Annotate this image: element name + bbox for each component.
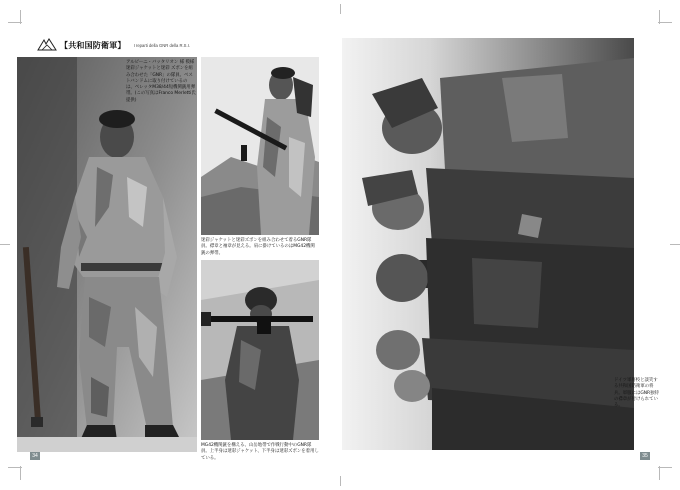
photo-soldier-with-smg bbox=[201, 57, 319, 235]
article-header bbox=[36, 36, 194, 54]
right-page bbox=[340, 0, 680, 490]
photo-standing-soldier bbox=[17, 57, 197, 452]
section-title: 【共和国防衛軍】 bbox=[60, 40, 126, 50]
caption-photo-4: ドイツ軍将校と談笑する共和国防衛軍の将兵。軍服にはGNR独特の襟章が付けられている。 bbox=[614, 378, 659, 409]
caption-photo-2: 迷彩ジャケットと迷彩ズボンを組み合わせて着るGNR隊員。襟章と袖章が見える。肩に掛けているのはMG42機関銃の弾帯。 bbox=[201, 238, 315, 256]
emblem-icon bbox=[36, 38, 58, 52]
page-number-left: 34 bbox=[30, 452, 40, 460]
photo-group-of-soldiers bbox=[342, 38, 634, 450]
caption-photo-1: アルピーニ・バッタリオン 様 模様迷彩ジャケットと迷彩 ズボンを組み合わせた「GNR」の隊員。ベストバンドムに取り付けているのは、ベレッタM38/44短機関銃用弾帯。(この写真はFranco Merletti氏提供) bbox=[126, 60, 196, 103]
photo-machine-gunner bbox=[201, 260, 319, 440]
caption-photo-3: MG42機関銃を構える、山岳地帯で作戦行動中のGNR隊員。上半身は迷彩ジャケット、下半身は迷彩ズボンを着用している。 bbox=[201, 443, 319, 461]
section-subtitle: I reparti della GNR della R.S.I. bbox=[133, 42, 190, 48]
page-number-right: 35 bbox=[640, 452, 650, 460]
